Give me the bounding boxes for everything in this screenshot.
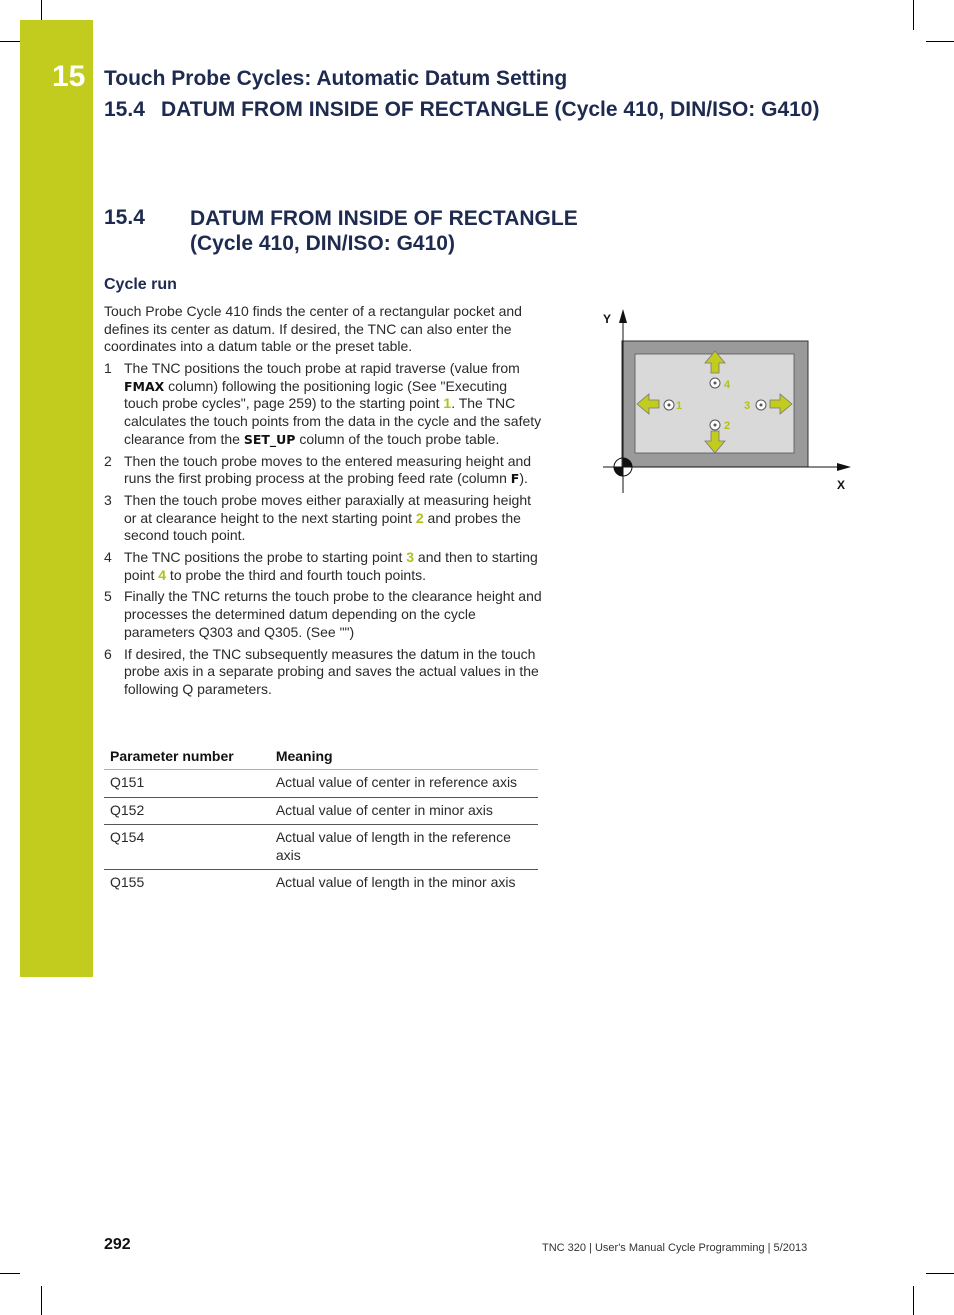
point-ref: 3 (406, 549, 415, 566)
list-item (104, 360, 542, 449)
steps-list (104, 360, 542, 703)
y-axis-label: Y (603, 312, 612, 326)
point-ref: 2 (415, 509, 424, 526)
step-number: 4 (104, 549, 112, 566)
keyword: F (510, 471, 520, 487)
step-text: Then the touch probe moves to the entered measuring height and runs the first probing process at the probing feed rate (column (124, 452, 532, 487)
step-text: . The TNC calculates the touch points from the data in the cycle and the safety clearance from the (124, 395, 542, 447)
crop-mark (913, 1286, 914, 1315)
keyword: SET_UP (243, 431, 296, 447)
parameter-table (104, 746, 538, 897)
point-ref: 4 (158, 566, 167, 583)
point-label: 2 (724, 420, 731, 432)
list-item (104, 646, 542, 699)
step-text: column) following the positioning logic (See "Executing touch probe cycles", page 259) to the starting point (124, 377, 508, 412)
running-title: Touch Probe Cycles: Automatic Datum Setting (104, 67, 568, 90)
table-row (104, 797, 538, 825)
list-item (104, 492, 542, 545)
running-subtitle (104, 98, 819, 122)
parameter-cell: Q151 (104, 770, 270, 798)
list-item (104, 453, 542, 488)
probe-point-4-icon (710, 378, 720, 388)
x-axis-label: X (837, 478, 846, 492)
running-subtitle-text: DATUM FROM INSIDE OF RECTANGLE (Cycle 410, DIN/ISO: G410) (161, 98, 820, 121)
section-title-line: (Cycle 410, DIN/ISO: G410) (190, 232, 455, 255)
crop-mark (41, 1286, 42, 1315)
cycle-diagram (595, 305, 855, 495)
step-text: and probes the second touch point. (124, 509, 521, 544)
footer-text: TNC 320 | User's Manual Cycle Programming | 5/2013 (542, 1242, 808, 1254)
crop-mark (0, 41, 20, 42)
list-item (104, 549, 542, 584)
crop-mark (0, 1273, 20, 1274)
y-axis-arrow (619, 309, 627, 323)
parameter-cell: Q152 (104, 797, 270, 825)
step-number: 2 (104, 452, 112, 469)
step-text: If desired, the TNC subsequently measures the datum in the touch probe axis in a separate probing and saves the actual values in the following Q parameters. (124, 645, 539, 697)
section-title (190, 206, 578, 256)
crop-mark (41, 0, 42, 20)
meaning-cell: Actual value of length in the minor axis (275, 874, 516, 890)
table-row (104, 825, 538, 870)
crop-mark (913, 0, 914, 30)
step-text: The TNC positions the touch probe at rapid traverse (value from (124, 360, 520, 376)
list-item (104, 588, 542, 641)
parameter-cell: Q154 (104, 825, 270, 870)
step-text: The TNC positions the probe to starting point (124, 549, 407, 566)
step-text: Then the touch probe moves either paraxially at measuring height or at clearance height to the next starting point (124, 491, 532, 526)
column-header: Meaning (270, 746, 538, 770)
subheading: Cycle run (104, 276, 177, 293)
step-number: 5 (104, 588, 112, 605)
running-subtitle-number: 15.4 (104, 98, 145, 121)
point-ref: 1 (443, 395, 452, 412)
crop-mark (926, 41, 954, 42)
step-number: 3 (104, 491, 112, 508)
table-row (104, 870, 538, 897)
probe-point-1-icon (664, 400, 674, 410)
chapter-tab (20, 20, 93, 977)
probe-point-3-icon (756, 400, 766, 410)
x-axis-arrow (837, 463, 851, 471)
point-label: 4 (724, 379, 731, 391)
step-text: and then to starting point (124, 549, 538, 583)
intro-paragraph: Touch Probe Cycle 410 finds the center of a rectangular pocket and defines its center as datum. If desired, the TNC can also enter the coordinates into a datum table or the preset table. (104, 303, 522, 355)
crop-mark (926, 1273, 954, 1274)
meaning-cell: Actual value of center in reference axis (270, 770, 538, 798)
step-text: ). (519, 470, 528, 487)
meaning-cell: Actual value of length in the reference axis (270, 825, 538, 870)
table-header-row (104, 746, 538, 770)
keyword: FMAX (124, 378, 165, 394)
step-text: Finally the TNC returns the touch probe to the clearance height and processes the determined datum depending on the cycle parameters Q303 and Q305. (See "") (124, 588, 542, 640)
step-text: to probe the third and fourth touch points. (166, 566, 426, 583)
point-label: 1 (676, 400, 683, 412)
probe-point-2-icon (710, 420, 720, 430)
column-header: Parameter number (104, 746, 270, 770)
section-number: 15.4 (104, 206, 145, 229)
datum-symbol-icon (614, 458, 632, 476)
page-number: 292 (104, 1236, 131, 1253)
step-number: 6 (104, 645, 112, 662)
section-title-line: DATUM FROM INSIDE OF RECTANGLE (190, 207, 578, 230)
chapter-number: 15 (52, 60, 86, 93)
step-text: column of the touch probe table. (295, 430, 500, 447)
parameter-cell: Q155 (110, 874, 145, 890)
table-row (104, 770, 538, 798)
meaning-cell: Actual value of center in minor axis (270, 797, 538, 825)
step-number: 1 (104, 360, 112, 376)
point-label: 3 (744, 400, 751, 412)
